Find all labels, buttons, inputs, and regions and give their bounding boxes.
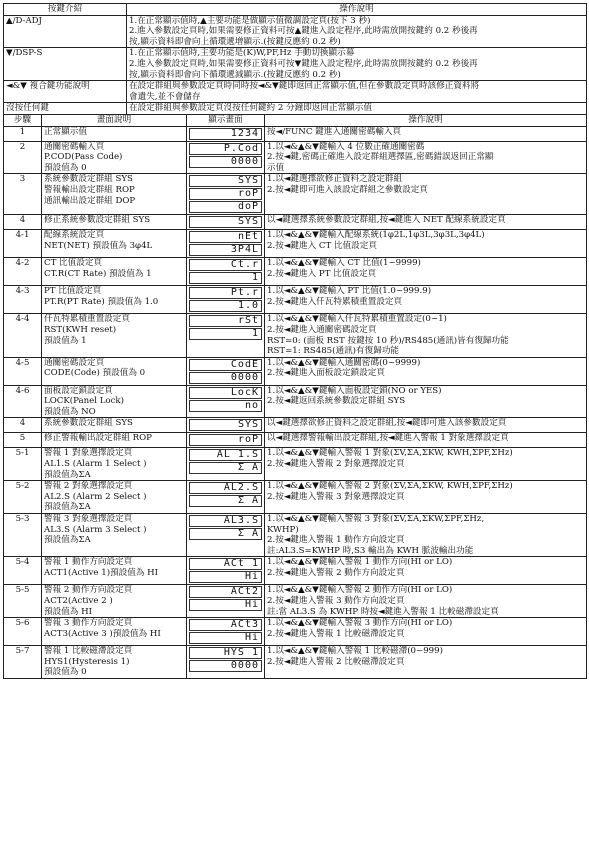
table-row	[4, 126, 587, 141]
key-header: 按鍵介紹	[4, 4, 127, 16]
description-line: 在設定群組與參數設定頁時同時按◄&▼鍵即返回正常顯示值,但在參數設定頁時該修正資料將	[129, 81, 480, 92]
screen-description	[42, 357, 187, 385]
screen-line: 正常顯示值	[44, 126, 87, 137]
screen-line: ACT1(Active 1)預設值為 HI	[44, 568, 159, 578]
screen-line: 警報 3 對象選擇設定頁	[44, 514, 133, 525]
screen-description	[42, 258, 187, 286]
operation-description	[265, 557, 587, 585]
screen-line: 預設值為ΣA	[44, 535, 91, 546]
display-cell	[187, 557, 265, 585]
screen-line: LOCK(Panel Lock)	[44, 396, 124, 407]
description-line: 1.在正常顯示值時,▲主要功能是做顯示值微調設定頁(按下 3 秒)	[129, 15, 371, 26]
screen-description	[42, 215, 187, 230]
operation-description	[265, 357, 587, 385]
key-row	[4, 15, 587, 48]
operation-line: 1.以◄鍵選擇欲修正資料之設定群組	[267, 174, 403, 185]
display-readout: AL 1.S	[189, 449, 262, 461]
display-readout: roP	[189, 188, 262, 200]
operation-description	[265, 585, 587, 618]
table-row	[4, 141, 587, 174]
table-row	[4, 258, 587, 286]
screen-line: 預設值為 NO	[44, 406, 96, 417]
screen-line: HYS1(Hysteresis 1)	[44, 656, 130, 667]
operation-line: 2.按◄鍵進入警報 3 動作方向設定頁	[267, 596, 405, 606]
screen-description	[42, 448, 187, 481]
operation-line: 2.按◄鍵進入警報 3 對象選擇設定頁	[267, 491, 405, 502]
operation-header-2: 操作說明	[265, 114, 587, 126]
description-line: 在設定群組與參數設定頁沒按任何鍵約 2 分鐘即返回正常顯示值	[129, 103, 372, 114]
table-row	[4, 215, 587, 230]
display-cell	[187, 230, 265, 258]
step-number: 4-4	[4, 314, 42, 357]
operation-line: 2.按◄鍵進入 CT 比值設定頁	[267, 240, 377, 251]
step-number: 5-1	[4, 448, 42, 481]
operation-line: 2.按◄鍵返回系統參數設定群組 SYS	[267, 396, 406, 407]
display-cell	[187, 385, 265, 418]
screen-line: 預設值為 0	[44, 667, 87, 678]
key-row	[4, 81, 587, 103]
operation-description	[265, 481, 587, 514]
display-readout: AL3.S	[189, 515, 262, 527]
key-row	[4, 48, 587, 81]
operation-line: 1.以◄&▲&▼鍵輸入仟瓦特累積重置設定(0~1)	[267, 314, 447, 325]
key-name: ▲/D-ADJ	[4, 15, 127, 48]
display-readout: 0000	[189, 156, 262, 168]
display-readout: P.Cod	[189, 143, 262, 155]
operation-line: 1.以◄&▲&▼鍵輸入警報 1 動作方向(HI or LO)	[267, 557, 453, 568]
display-cell	[187, 618, 265, 646]
table-row	[4, 174, 587, 215]
step-number: 5-6	[4, 618, 42, 646]
step-number: 3	[4, 174, 42, 215]
screen-description	[42, 418, 187, 433]
operation-line: 1.以◄&▲&▼鍵輸入警報 3 對象(ΣV,ΣA,ΣKW,ΣPF,ΣHz,	[267, 514, 485, 525]
screen-description	[42, 514, 187, 557]
step-number: 4	[4, 418, 42, 433]
screen-line: 警報 2 對象選擇設定頁	[44, 481, 133, 492]
screen-line: 警報輸出設定群組 ROP	[44, 184, 135, 195]
display-readout: Σ A	[189, 528, 262, 540]
table-row	[4, 514, 587, 557]
display-readout: ACt 1	[189, 558, 262, 570]
display-readout: SYS	[189, 419, 262, 431]
screen-line: ACT3(Active 3 )預設值為 HI	[44, 628, 161, 639]
display-cell	[187, 418, 265, 433]
screen-line: AL3.S (Alarm 3 Select )	[44, 524, 147, 535]
table-row	[4, 357, 587, 385]
operation-line: 2.按◄鍵進入警報 1 比較磁滯設定頁	[267, 628, 405, 639]
screen-description	[42, 433, 187, 448]
screen-line: 通關密碼輸入頁	[44, 141, 105, 152]
operation-line: 1.以◄&▲&▼鍵輸入警報 2 對象(ΣV,ΣA,ΣKW, KWH,ΣPF,ΣHz)	[267, 481, 513, 492]
display-cell	[187, 126, 265, 141]
screen-line: 警報 1 動作方向設定頁	[44, 557, 133, 568]
display-readout: Ct.r	[189, 259, 262, 271]
table-row	[4, 314, 587, 357]
screen-line: 系統參數設定群組 SYS	[44, 174, 133, 185]
operation-description	[265, 646, 587, 679]
operation-description	[265, 314, 587, 357]
operation-line: 1.以◄&▲&▼鍵輸入面板設定鎖(NO or YES)	[267, 385, 442, 396]
screen-line: 警報 1 對象選擇設定頁	[44, 448, 133, 459]
display-readout: Hi	[189, 599, 262, 611]
display-cell	[187, 514, 265, 557]
step-number: 5-5	[4, 585, 42, 618]
display-cell	[187, 357, 265, 385]
key-description	[127, 81, 587, 103]
operation-line: 1.以◄&▲&▼鍵輸入 PT 比值(1.0~999.9)	[267, 286, 432, 297]
screen-description	[42, 174, 187, 215]
screen-line: 預設值為 1	[44, 335, 87, 346]
operation-line: 2.按◄鍵進入警報 2 對象選擇設定頁	[267, 459, 405, 470]
display-readout: CodE	[189, 359, 262, 371]
screen-line: CT 比值設定頁	[44, 258, 103, 269]
step-number: 5-7	[4, 646, 42, 679]
display-cell	[187, 258, 265, 286]
screen-line: 預設值為ΣA	[44, 469, 91, 480]
table-row	[4, 585, 587, 618]
operation-line: 以◄鍵選擇警報輸出設定群組,按◄鍵進入警報 1 對象選擇設定頁	[267, 433, 509, 444]
step-number: 5	[4, 433, 42, 448]
display-readout: no	[189, 400, 262, 412]
step-number: 5-3	[4, 514, 42, 557]
step-number: 1	[4, 126, 42, 141]
operation-line: 2.按◄鍵進入警報 2 動作方向設定頁	[267, 568, 405, 578]
display-header: 顯示畫面	[187, 114, 265, 126]
screen-line: 預設值為ΣA	[44, 502, 91, 513]
key-name: ◄&▼ 複合鍵功能說明	[4, 81, 127, 103]
screen-line: 配線系統設定頁	[44, 230, 105, 241]
display-cell	[187, 646, 265, 679]
display-readout: Pt.r	[189, 287, 262, 299]
step-number: 4-1	[4, 230, 42, 258]
screen-line: 修正警報輸出設定群組 ROP	[44, 433, 152, 444]
operation-header: 操作說明	[127, 4, 587, 16]
operation-line: RST=0: (面板 RST 按鍵按 10 秒)/RS485(通訊)皆有復歸功能	[267, 335, 509, 346]
operation-line: 1.以◄&▲&▼鍵輸入警報 1 比較磁滯(0~999)	[267, 646, 443, 657]
description-line: 2.進入參數設定頁時,如果需要修正資料可按▼鍵進入設定程序,此時需放開按鍵約 0.2 秒後再	[129, 58, 478, 69]
operation-line: 1.以◄&▲&▼鍵輸入 CT 比值(1~9999)	[267, 258, 421, 269]
table-row	[4, 481, 587, 514]
display-readout: 1	[189, 272, 262, 284]
display-readout: 0000	[189, 372, 262, 384]
operation-description	[265, 514, 587, 557]
operation-description	[265, 174, 587, 215]
screen-description	[42, 481, 187, 514]
table-row	[4, 418, 587, 433]
screen-line: PT.R(PT Rate) 預設值為 1.0	[44, 296, 159, 307]
display-readout: 1	[189, 328, 262, 340]
operation-line: 2.按◄鍵進入警報 1 動作方向設定頁	[267, 535, 405, 546]
display-cell	[187, 585, 265, 618]
key-description	[127, 15, 587, 48]
step-number: 4-6	[4, 385, 42, 418]
step-number: 4-5	[4, 357, 42, 385]
step-number: 5-2	[4, 481, 42, 514]
operation-line: 示值	[267, 162, 285, 173]
screen-line: PT 比值設定頁	[44, 286, 102, 297]
screen-line: 修正系統參數設定群組 SYS	[44, 215, 151, 226]
operation-line: 2.按◄鍵進入面板設定鎖設定頁	[267, 368, 385, 379]
screen-line: 系統參數設定群組 SYS	[44, 418, 133, 429]
operation-line: KWHP)	[267, 524, 299, 535]
display-readout: rSt	[189, 315, 262, 327]
display-readout: Σ A	[189, 462, 262, 474]
description-line: 會遺失,並不會儲存	[129, 91, 201, 102]
display-cell	[187, 141, 265, 174]
display-readout: 1234	[189, 128, 262, 140]
screen-line: 通訊輸出設定群組 DOP	[44, 195, 136, 206]
operation-description	[265, 433, 587, 448]
display-readout: 3P4L	[189, 244, 262, 256]
key-function-table	[3, 3, 587, 115]
operation-line: 1.以◄&▲&▼鍵輸入警報 2 動作方向(HI or LO)	[267, 585, 453, 596]
operation-line: 1.以◄&▲&▼鍵輸入 4 位數正確通關密碼	[267, 141, 425, 152]
operation-line: 1.以◄&▲&▼鍵輸入通關密碼(0~9999)	[267, 357, 421, 368]
screen-description	[42, 230, 187, 258]
screen-line: CT.R(CT Rate) 預設值為 1	[44, 268, 152, 279]
display-readout: ACt3	[189, 619, 262, 631]
screen-line: CODE(Code) 預設值為 0	[44, 368, 146, 379]
key-name: 沒按任何鍵	[4, 103, 127, 115]
description-line: 按,顯示資料即會向上循環遞增顯示.(按鍵反應約 0.2 秒)	[129, 36, 341, 47]
operation-line: 註:AL3.S=KWHP 時,S3 輸出為 KWH 脈波輸出功能	[267, 545, 474, 556]
table-row	[4, 433, 587, 448]
screen-line: 預設值為 0	[44, 162, 87, 173]
display-cell	[187, 433, 265, 448]
display-readout: roP	[189, 434, 262, 446]
screen-description	[42, 557, 187, 585]
display-readout: SYS	[189, 216, 262, 228]
key-row	[4, 103, 587, 115]
display-cell	[187, 448, 265, 481]
operation-description	[265, 385, 587, 418]
screen-line: AL2.S (Alarm 2 Select )	[44, 491, 147, 502]
operation-line: 1.以◄&▲&▼鍵輸入配線系統(1φ2L,1φ3L,3φ3L,3φ4L)	[267, 230, 485, 241]
screen-line: ACT2(Active 2 )	[44, 596, 113, 606]
key-name: ▼/DSP-S	[4, 48, 127, 81]
operation-line: 2.按◄鍵進入通關密碼設定頁	[267, 324, 377, 335]
display-cell	[187, 174, 265, 215]
operation-description	[265, 448, 587, 481]
screen-description	[42, 618, 187, 646]
display-readout: doP	[189, 201, 262, 213]
description-line: 2.進入參數設定頁時,如果需要修正資料可按▲鍵進入設定程序,此時需放開按鍵約 0.2 秒後再	[129, 26, 478, 37]
table-row	[4, 385, 587, 418]
screen-line: P.COD(Pass Code)	[44, 152, 123, 163]
table-row	[4, 557, 587, 585]
operation-description	[265, 126, 587, 141]
display-readout: SYS	[189, 175, 262, 187]
operation-line: 2.按◄鍵,密碼正確進入設定群組選擇區,密碼錯誤返回正常顯	[267, 152, 494, 163]
operation-description	[265, 141, 587, 174]
screen-line: 警報 2 動作方向設定頁	[44, 585, 133, 596]
display-readout: 0000	[189, 660, 262, 672]
description-line: 1.在正常顯示值時,主要功能是(K)W,PF,Hz 手動切換顯示幕	[129, 48, 355, 59]
display-readout: ACt2	[189, 586, 262, 598]
display-readout: LocK	[189, 387, 262, 399]
parameter-table	[3, 114, 587, 679]
screen-line: 仟瓦特累積重置設定頁	[44, 314, 130, 325]
display-readout: nEt	[189, 231, 262, 243]
screen-line: 警報 1 比較磁滯設定頁	[44, 646, 133, 657]
key-description	[127, 48, 587, 81]
step-number: 4-3	[4, 286, 42, 314]
table-row	[4, 448, 587, 481]
screen-description	[42, 385, 187, 418]
screen-description	[42, 286, 187, 314]
screen-header: 畫面說明	[42, 114, 187, 126]
display-cell	[187, 215, 265, 230]
operation-line: 2.按◄鍵進入警報 2 比較磁滯設定頁	[267, 656, 405, 667]
operation-description	[265, 215, 587, 230]
screen-line: RST(KWH reset)	[44, 324, 117, 335]
display-readout: Σ A	[189, 495, 262, 507]
display-readout: Hi	[189, 632, 262, 644]
operation-line: 按◄/FUNC 鍵進入通關密碼輸入頁	[267, 126, 402, 137]
operation-description	[265, 418, 587, 433]
operation-line: 1.以◄&▲&▼鍵輸入警報 1 對象(ΣV,ΣA,ΣKW, KWH,ΣPF,ΣHz)	[267, 448, 513, 459]
key-description	[127, 103, 587, 115]
display-readout: AL2.S	[189, 482, 262, 494]
step-number: 4-2	[4, 258, 42, 286]
screen-line: 預設值為 HI	[44, 606, 92, 617]
operation-description	[265, 618, 587, 646]
display-readout: 1.0	[189, 300, 262, 312]
display-cell	[187, 481, 265, 514]
operation-line: 2.按◄鍵進入 PT 比值設定頁	[267, 268, 377, 279]
description-line: 按,顯示資料即會向下循環遞減顯示.(按鍵反應約 0.2 秒)	[129, 69, 341, 80]
step-header: 步驟	[4, 114, 42, 126]
step-number: 2	[4, 141, 42, 174]
screen-line: 警報 3 動作方向設定頁	[44, 618, 133, 629]
screen-description	[42, 126, 187, 141]
screen-description	[42, 585, 187, 618]
operation-line: 以◄鍵選擇欲修正資料之設定群組,按◄鍵即可進入該參數設定頁	[267, 418, 507, 429]
operation-line: 以◄鍵選擇系統參數設定群組,按◄鍵進入 NET 配線系統設定頁	[267, 215, 506, 226]
display-readout: Hi	[189, 571, 262, 583]
display-cell	[187, 286, 265, 314]
display-readout: HYS 1	[189, 647, 262, 659]
step-number: 5-4	[4, 557, 42, 585]
operation-line: 1.以◄&▲&▼鍵輸入警報 3 動作方向(HI or LO)	[267, 618, 453, 629]
operation-line: 註:當 AL3.S 為 KWHP 時按◄鍵進入警報 1 比較磁滯設定頁	[267, 606, 499, 617]
step-number: 4	[4, 215, 42, 230]
screen-description	[42, 314, 187, 357]
operation-line: 2.按◄鍵即可進入該設定群組之參數設定頁	[267, 184, 428, 195]
operation-description	[265, 258, 587, 286]
screen-description	[42, 141, 187, 174]
table-row	[4, 230, 587, 258]
screen-line: AL1.S (Alarm 1 Select )	[44, 459, 147, 470]
table-row	[4, 286, 587, 314]
table-row	[4, 618, 587, 646]
operation-line: RST=1: RS485(通訊)有復歸功能	[267, 346, 400, 357]
screen-line: NET(NET) 預設值為 3φ4L	[44, 240, 153, 251]
screen-description	[42, 646, 187, 679]
operation-description	[265, 286, 587, 314]
operation-description	[265, 230, 587, 258]
display-cell	[187, 314, 265, 357]
table-row	[4, 646, 587, 679]
screen-line: 通關密碼設定頁	[44, 357, 105, 368]
screen-line: 面板設定鎖設定頁	[44, 385, 113, 396]
operation-line: 2.按◄鍵進入仟瓦特累積重置設定頁	[267, 296, 403, 307]
